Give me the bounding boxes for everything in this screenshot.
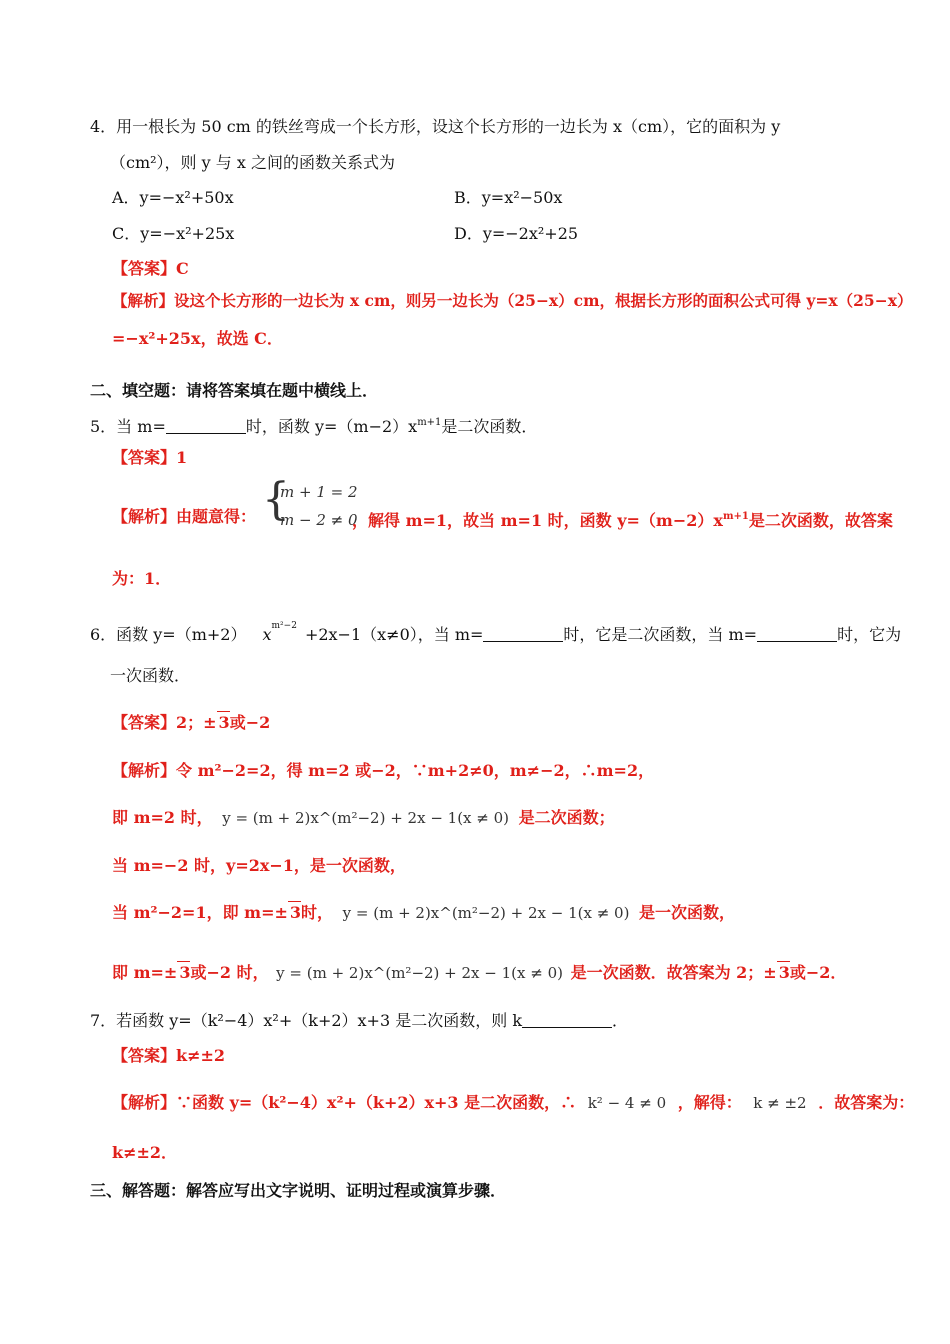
q6-a4-sqrt: 3 bbox=[289, 903, 302, 922]
q6-a5-pre: 即 m=± bbox=[112, 963, 178, 982]
q6-blank-1[interactable] bbox=[483, 625, 563, 642]
q4-option-d: D．y=−2x²+25 bbox=[454, 224, 579, 243]
q7-answer: 【答案】k≠±2 bbox=[112, 1046, 226, 1065]
q6-stem-line2: 一次函数． bbox=[110, 666, 191, 685]
q6-stem-mid2: 时，它是二次函数，当 m= bbox=[563, 625, 758, 644]
q6-answer-post: 或−2 bbox=[229, 713, 271, 732]
q6-a5-end: 或−2． bbox=[789, 963, 847, 982]
q7-stem bbox=[90, 1010, 628, 1032]
q5-analysis-exponent: m+1 bbox=[722, 511, 749, 522]
q5-analysis-pre: 【解析】由题意得： bbox=[112, 507, 257, 526]
q4-analysis-line1: 【解析】设这个长方形的一边长为 x cm，则另一边长为（25−x）cm，根据长方形的面积公式可得 y=x（25−x） bbox=[112, 291, 913, 310]
q6-formula-3: y = (m + 2)x^(m²−2) + 2x − 1(x ≠ 0) bbox=[276, 964, 563, 982]
q5-stem-end: 是二次函数． bbox=[441, 417, 538, 436]
q6-a5-post: 是一次函数．故答案为 2；± bbox=[570, 963, 777, 982]
q5-analysis-end: 是二次函数，故答案 bbox=[748, 511, 893, 530]
q5-stem-exponent: m+1 bbox=[417, 417, 442, 428]
q7-a-mid: ，解得： bbox=[677, 1093, 742, 1112]
q5-system-brace: { bbox=[262, 474, 290, 525]
q6-formula-2: y = (m + 2)x^(m²−2) + 2x − 1(x ≠ 0) bbox=[342, 904, 630, 922]
q5-system-eq1: m + 1 = 2 bbox=[280, 483, 358, 501]
q4-option-a: A．y=−x²+50x bbox=[112, 188, 234, 207]
q5-system-eq2: m − 2 ≠ 0 bbox=[280, 511, 358, 529]
q6-formula-1: y = (m + 2)x^(m²−2) + 2x − 1(x ≠ 0) bbox=[222, 809, 510, 827]
section-3-heading: 三、解答题：解答应写出文字说明、证明过程或演算步骤． bbox=[90, 1181, 507, 1200]
q6-stem-exponent: m²−2 bbox=[271, 621, 297, 631]
q7-stem-text: 7．若函数 y=（k²−4）x²+（k+2）x+3 是二次函数，则 k bbox=[90, 1011, 523, 1030]
q6-a4-post: 是一次函数， bbox=[639, 903, 736, 922]
q5-answer: 【答案】1 bbox=[112, 448, 188, 467]
q7-analysis-line1 bbox=[112, 1092, 914, 1114]
q6-stem-x: x bbox=[262, 625, 272, 644]
q7-a-pre: 【解析】∵函数 y=（k²−4）x²+（k+2）x+3 是二次函数，∴ bbox=[112, 1093, 577, 1112]
q6-answer-pre: 【答案】2；± bbox=[112, 713, 217, 732]
q5-analysis-main bbox=[352, 506, 893, 532]
q4-option-c: C．y=−x²+25x bbox=[112, 224, 235, 243]
q7-stem-end: ． bbox=[612, 1011, 629, 1030]
q6-analysis-line1: 【解析】令 m²−2=2，得 m=2 或−2，∵m+2≠0，m≠−2，∴m=2， bbox=[112, 761, 655, 780]
q7-blank[interactable] bbox=[522, 1011, 612, 1028]
q4-answer: 【答案】C bbox=[112, 259, 189, 278]
q6-analysis-line5 bbox=[112, 961, 846, 984]
q4-option-b: B．y=x²−50x bbox=[454, 188, 563, 207]
q6-a5-sqrt: 3 bbox=[179, 963, 191, 982]
q6-a2-post: 是二次函数； bbox=[518, 808, 615, 827]
q4-analysis-line2: =−x²+25x，故选 C． bbox=[112, 329, 283, 348]
q7-result: k ≠ ±2 bbox=[753, 1094, 807, 1112]
q6-stem-pre: 6．函数 y=（m+2） bbox=[90, 625, 247, 644]
q6-a2-pre: 即 m=2 时， bbox=[112, 808, 213, 827]
q4-stem-line2: （cm²），则 y 与 x 之间的函数关系式为 bbox=[110, 153, 395, 172]
q7-analysis-line2: k≠±2． bbox=[112, 1143, 178, 1162]
q6-stem bbox=[90, 615, 901, 646]
q6-analysis-line3: 当 m=−2 时，y=2x−1，是一次函数， bbox=[112, 856, 406, 875]
q6-a5-mid: 或−2 时， bbox=[190, 963, 269, 982]
q5-stem-pre: 5．当 m= bbox=[90, 417, 166, 436]
q7-condition: k² − 4 ≠ 0 bbox=[587, 1094, 667, 1112]
q6-answer-sqrt: 3 bbox=[218, 713, 230, 732]
q6-a4-pre: 当 m²−2=1，即 m=± bbox=[112, 903, 288, 922]
q6-a5-sqrt-2: 3 bbox=[778, 963, 790, 982]
q4-stem-line1: 4．用一根长为 50 cm 的铁丝弯成一个长方形，设这个长方形的一边长为 x（cm），它的面积为 y bbox=[90, 117, 781, 136]
q5-stem-post: 时，函数 y=（m−2）x bbox=[245, 417, 418, 436]
q6-stem-end: 时，它为 bbox=[837, 625, 902, 644]
q6-blank-2[interactable] bbox=[757, 625, 837, 642]
q7-a-end: ．故答案为： bbox=[818, 1093, 915, 1112]
q5-analysis-post: ，解得 m=1，故当 m=1 时，函数 y=（m−2）x bbox=[352, 511, 723, 530]
q5-analysis-line3: 为：1． bbox=[112, 569, 172, 588]
q5-blank[interactable] bbox=[166, 417, 246, 434]
q6-analysis-line4 bbox=[112, 901, 735, 924]
q6-analysis-line2 bbox=[112, 807, 615, 829]
q5-stem bbox=[90, 412, 537, 438]
q6-a4-mid: 时， bbox=[301, 903, 334, 922]
section-2-heading: 二、填空题：请将答案填在题中横线上． bbox=[90, 381, 379, 400]
q6-answer bbox=[112, 711, 270, 734]
q6-stem-mid: +2x−1（x≠0），当 m= bbox=[304, 625, 484, 644]
